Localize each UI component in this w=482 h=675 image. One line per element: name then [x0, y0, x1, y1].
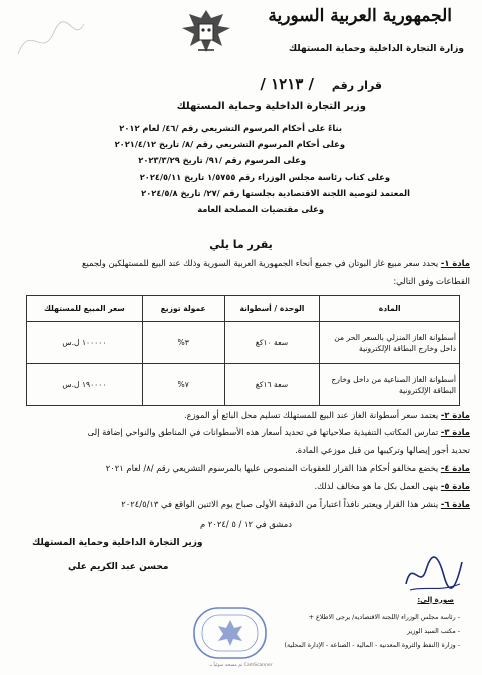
- article-6-text: ينشر هذا القرار ويعتبر نافذاً اعتباراً من الدقيقة الأولى صباح يوم الاثنين الواقع في ٢٠٢٤/٥/١٣: [121, 499, 439, 509]
- scanner-watermark: CamScanner تم مسحه ضوئياً بـ: [209, 663, 273, 668]
- article-6: [121, 499, 470, 509]
- preamble-line: وعلى المرسوم رقم /٩١/ تاريخ ٢٠٢٣/٣/٢٩: [138, 155, 306, 165]
- item-name-line: أسطوانة الغاز المنزلي بالسعر الحر من: [334, 332, 456, 342]
- commission-cell: ٧%: [142, 364, 224, 406]
- preamble-line: المعتمد لتوصية اللجنة الاقتصادية بجلستها رقم /٢٧/ تاريخ ٢٠٢٤/٥/٨: [141, 188, 410, 198]
- preamble-line: وعلى كتاب رئاسة مجلس الوزراء رقم ١/٥٧٥٥ تاريخ ٢٠٢٤/٥/١١: [139, 172, 390, 182]
- price-cell: ١٠٠٠٠٠ ل.س: [27, 322, 143, 364]
- date-line: دمشق في ١٢ / ٥ /٢٠٢٤ م: [200, 519, 292, 529]
- column-header: الوحدة / أسطوانة: [224, 296, 320, 322]
- decision-label: قرار رقم: [331, 79, 382, 92]
- signer-title: وزير التجارة الداخلية وحماية المستهلك: [32, 538, 203, 548]
- item-cell: [320, 364, 460, 406]
- item-name-line: داخل وخارج البطاقة الإلكترونية: [359, 343, 456, 353]
- handwritten-mark-icon: [12, 14, 90, 62]
- item-cell: [320, 322, 460, 364]
- article-1-text: يحدد سعر مبيع غاز البوتان في جميع أنحاء الجمهورية العربية السورية وذلك عند البيع للمستهلكين ولجميع: [82, 258, 439, 268]
- copy-recipient: - مكتب السيد الوزير: [407, 628, 460, 635]
- price-table: [26, 295, 460, 406]
- article-3-continued: تحديد أجور إيصالها وتركيبها من قبل موزعي المادة.: [295, 445, 470, 455]
- article-5-text: ينهى العمل بكل ما هو مخالف لذلك.: [314, 481, 439, 491]
- decides-heading: يقرر ما يلي: [209, 238, 273, 251]
- country-name: الجمهورية العربية السورية: [268, 6, 452, 26]
- preamble-line: بناءً على أحكام المرسوم التشريعي رقم /٤٦/ لعام ٢٠١٢: [119, 123, 342, 133]
- signature-scribble-icon: [400, 548, 466, 598]
- article-1-continued: القطاعات وفق التالي:: [393, 276, 470, 286]
- issuer-title: وزير التجارة الداخلية وحماية المستهلك: [176, 101, 366, 112]
- decision-number-line: [260, 75, 382, 93]
- table-header-row: [27, 296, 460, 322]
- commission-cell: ٣%: [142, 322, 224, 364]
- signer-name: محسن عبد الكريم علي: [68, 562, 169, 572]
- copy-recipient: - وزارة (النفط والثروة المعدنية - المالية - الصناعة - الإدارة المحلية): [284, 642, 460, 649]
- table-row: [27, 364, 460, 406]
- unit-cell: سعة ١٠كغ: [224, 322, 320, 364]
- item-name-line: أسطوانة الغاز الصناعية من داخل وخارج: [331, 374, 456, 384]
- article-2-label: مادة ٢-: [440, 410, 470, 420]
- copy-recipient: - رئاسة مجلس الوزراء /اللجنة الاقتصادية/ يرجى الاطلاع +: [308, 614, 460, 621]
- ministry-name: وزارة التجارة الداخلية وحماية المستهلك: [288, 44, 464, 54]
- unit-cell: سعة ١٦كغ: [224, 364, 320, 406]
- column-header: المادة: [320, 296, 460, 322]
- decision-number: / ١٢١٣ /: [260, 75, 315, 93]
- syrian-eagle-emblem-icon: [178, 6, 234, 58]
- article-2-text: يعتمد سعر أسطوانة الغاز عند البيع للمستهلك تسليم محل البائع أو الموزع.: [183, 410, 439, 420]
- article-4-label: مادة ٤-: [440, 463, 470, 473]
- article-6-label: مادة ٦-: [440, 499, 470, 509]
- column-header: عمولة توزيع: [142, 296, 224, 322]
- item-name-line: البطاقة الإلكترونية: [399, 385, 456, 395]
- article-4-text: يخضع مخالفو أحكام هذا القرار للعقوبات المنصوص عليها بالمرسوم التشريعي رقم /٨/ لعام ٢٠٢١: [105, 463, 439, 473]
- article-5: [314, 481, 470, 491]
- article-3-label: مادة ٣-: [440, 427, 470, 437]
- article-1-label: مادة ١-: [440, 258, 470, 268]
- preamble-line: وعلى أحكام المرسوم التشريعي رقم /٨/ تاريخ ٢٠٢١/٤/١٢: [114, 139, 345, 149]
- article-2: [184, 410, 470, 420]
- article-4: [106, 463, 470, 473]
- table-row: [27, 322, 460, 364]
- article-1: [82, 258, 470, 268]
- column-header: سعر المبيع للمستهلك: [27, 296, 143, 322]
- preamble-line: وعلى مقتضيات المصلحة العامة: [197, 204, 324, 214]
- official-seal-stamp-icon: [188, 604, 272, 662]
- article-3-text: تمارس المكاتب التنفيذية صلاحياتها في تحديد أسعار هذه الأسطوانات في المناطق والنواحي إضافة إلى: [87, 427, 439, 437]
- copies-title: صورة إلى:: [417, 596, 454, 604]
- price-cell: ١٩٠٠٠٠ ل.س: [27, 364, 143, 406]
- article-5-label: مادة ٥-: [440, 481, 470, 491]
- article-3: [88, 427, 470, 437]
